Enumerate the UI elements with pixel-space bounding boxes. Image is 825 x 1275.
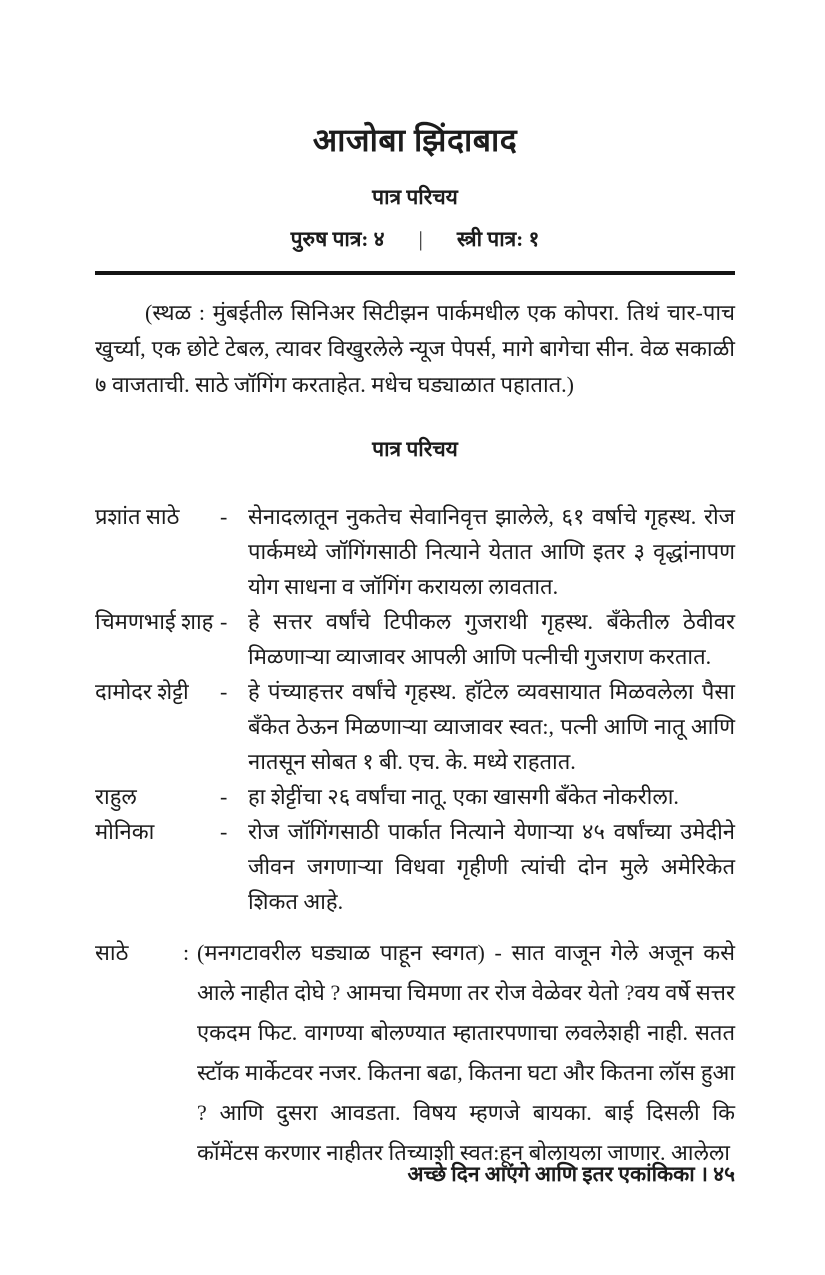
character-name: दामोदर शेट्टी bbox=[95, 679, 189, 704]
play-title: आजोबा झिंदाबाद bbox=[312, 122, 518, 158]
cast-row bbox=[95, 499, 735, 604]
character-name: राहुल bbox=[95, 784, 137, 809]
character-description: हा शेट्टींचा २६ वर्षांचा नातू. एका खासगी बँकेत नोकरीला. bbox=[248, 784, 679, 809]
dash-separator: - bbox=[220, 784, 228, 809]
cast-row bbox=[95, 604, 735, 674]
page-footer: अच्छे दिन आएंगे आणि इतर एकांकिका । ४५ bbox=[407, 1162, 735, 1186]
divider-bar: | bbox=[418, 226, 423, 251]
speaker-name: साठे bbox=[95, 940, 129, 965]
character-description: हे सत्तर वर्षांचे टिपीकल गुजराथी गृहस्थ. बँकेतील ठेवीवर मिळणाऱ्या व्याजावर आपली आणि पत्नीची गुजराण करतात. bbox=[248, 609, 735, 669]
colon-separator: : bbox=[183, 940, 190, 965]
character-description: सेनादलातून नुकतेच सेवानिवृत्त झालेले, ६१ वर्षाचे गृहस्थ. रोज पार्कमध्ये जॉगिंगसाठी नित्याने येतात आणि इतर ३ वृद्धांनापण योग साधना व जॉगिंग करायला लावतात. bbox=[248, 504, 735, 599]
character-description: हे पंच्याहत्तर वर्षांचे गृहस्थ. हॉटेल व्यवसायात मिळवलेला पैसा बँकेत ठेऊन मिळणाऱ्या व्याजावर स्वत:, पत्नी आणि नातू आणि नातसून सोबत १ बी. एच. के. मध्ये राहतात. bbox=[248, 679, 735, 774]
dash-separator: - bbox=[220, 504, 228, 529]
cast-row bbox=[95, 814, 735, 919]
cast-row bbox=[95, 779, 735, 814]
cast-counts bbox=[95, 225, 735, 253]
dash-separator: - bbox=[220, 819, 228, 844]
page-content bbox=[95, 118, 735, 1173]
cast-row bbox=[95, 674, 735, 779]
dash-separator: - bbox=[220, 609, 228, 634]
cast-list bbox=[95, 499, 735, 919]
character-description: रोज जॉगिंगसाठी पार्कात नित्याने येणाऱ्या ४५ वर्षांच्या उमेदीने जीवन जगणाऱ्या विधवा गृहीणी त्यांची दोन मुले अमेरिकेत शिकत आहे. bbox=[248, 819, 735, 914]
character-name: चिमणभाई शाह bbox=[95, 609, 214, 634]
cast-list-heading: पात्र परिचय bbox=[372, 437, 458, 461]
dialogue-block bbox=[95, 933, 735, 1173]
dash-separator: - bbox=[220, 679, 228, 704]
character-name: मोनिका bbox=[95, 819, 155, 844]
stage-direction: (स्थळ : मुंबईतील सिनिअर सिटीझन पार्कमधील एक कोपरा. तिथं चार-पाच खुर्च्या, एक छोटे टेबल, त्यावर विखुरलेले न्यूज पेपर्स, मागे बागेचा सीन. वेळ सकाळी ७ वाजताची. साठे जॉगिंग करताहेत. मधेच घड्याळात पहातात.) bbox=[95, 300, 735, 397]
dialogue-text: (मनगटावरील घड्याळ पाहून स्वगत) - सात वाजून गेले अजून कसे आले नाहीत दोघे ? आमचा चिमणा तर रोज वेळेवर येतो ?वय वर्षे सत्तर एकदम फिट. वागण्या बोलण्यात म्हातारपणाचा लवलेशही नाही. सतत स्टॉक मार्केटवर नजर. कितना बढा, कितना घटा और कितना लॉस हुआ ? आणि दुसरा आवडता. विषय म्हणजे बायका. बाई दिसली कि कॉमेंटस करणार नाहीतर तिच्याशी स्वत:हून बोलायला जाणार. आलेला bbox=[197, 940, 735, 1165]
male-cast-count: पुरुष पात्र: ४ bbox=[290, 227, 385, 251]
cast-intro-heading: पात्र परिचय bbox=[372, 185, 458, 209]
character-name: प्रशांत साठे bbox=[95, 504, 180, 529]
female-cast-count: स्त्री पात्र: १ bbox=[456, 227, 540, 251]
header-rule bbox=[95, 271, 735, 275]
